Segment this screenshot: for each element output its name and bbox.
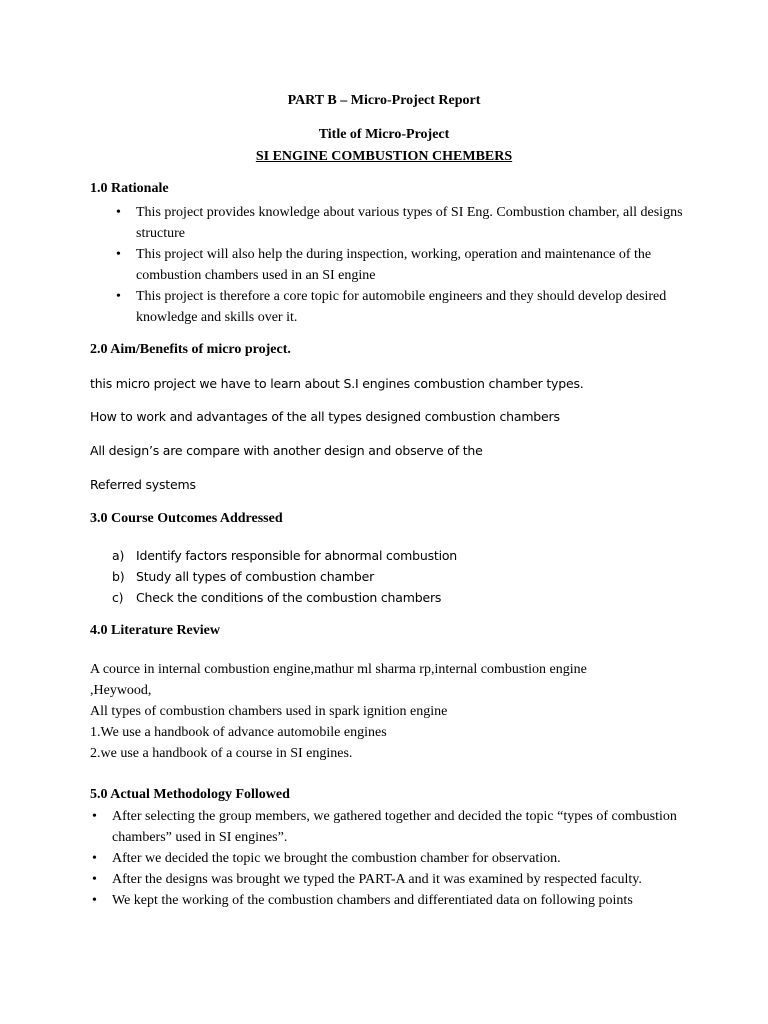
aim-line-3: All design’s are compare with another design and observe of the — [90, 443, 483, 458]
bullet-icon: • — [116, 205, 121, 220]
list-item — [92, 869, 692, 890]
list-item-text: Identify factors responsible for abnormal combustion — [136, 548, 458, 563]
list-item-text: This project is therefore a core topic for automobile engineers and they should develop desired knowledge and skills over it. — [136, 289, 667, 325]
list-item-text: After selecting the group members, we gathered together and decided the topic “types of combustion chambers” used in SI engines”. — [112, 809, 677, 845]
project-title-text: SI ENGINE COMBUSTION CHEMBERS — [255, 149, 513, 164]
bullet-icon: • — [92, 851, 97, 866]
list-item-text: After the designs was brought we typed the PART-A and it was examined by respected faculty. — [112, 872, 642, 887]
list-item — [92, 806, 692, 848]
bullet-icon: • — [92, 872, 97, 887]
list-item — [112, 566, 457, 587]
literature-line-4: 1.We use a handbook of advance automobile engines — [90, 725, 387, 740]
list-item-text: Check the conditions of the combustion chambers — [136, 590, 442, 605]
title-label: Title of Micro-Project — [318, 127, 450, 142]
list-item — [116, 286, 696, 328]
list-marker: b) — [112, 569, 125, 584]
bullet-icon: • — [116, 289, 121, 304]
list-item-text: This project provides knowledge about various types of SI Eng. Combustion chamber, all designs structure — [136, 205, 683, 241]
literature-line-1: A cource in internal combustion engine,mathur ml sharma rp,internal combustion engine — [90, 662, 587, 677]
list-item-text: This project will also help the during inspection, working, operation and maintenance of the combustion chambers used in an SI engine — [136, 247, 652, 283]
section-3-heading: 3.0 Course Outcomes Addressed — [90, 511, 283, 526]
section-5-heading: 5.0 Actual Methodology Followed — [90, 787, 290, 802]
literature-line-5: 2.we use a handbook of a course in SI engines. — [90, 746, 353, 761]
section-2-heading: 2.0 Aim/Benefits of micro project. — [90, 342, 291, 357]
list-item-text: We kept the working of the combustion chambers and differentiated data on following points — [112, 893, 633, 908]
project-title — [0, 149, 768, 165]
list-item-text: Study all types of combustion chamber — [136, 569, 375, 584]
section-4-heading: 4.0 Literature Review — [90, 623, 220, 638]
aim-line-1: this micro project we have to learn about S.I engines combustion chamber types. — [90, 376, 584, 391]
literature-line-2: ,Heywood, — [90, 683, 152, 698]
bullet-icon: • — [92, 893, 97, 908]
list-item — [116, 202, 696, 244]
part-title: PART B – Micro-Project Report — [287, 93, 481, 108]
list-item — [112, 545, 457, 566]
list-item — [92, 890, 692, 911]
list-item-text: After we decided the topic we brought the combustion chamber for observation. — [112, 851, 561, 866]
aim-line-4: Referred systems — [90, 477, 196, 492]
list-item — [116, 244, 696, 286]
methodology-list — [92, 806, 692, 911]
literature-line-3: All types of combustion chambers used in spark ignition engine — [90, 704, 448, 719]
bullet-icon: • — [116, 247, 121, 262]
section-1-heading: 1.0 Rationale — [90, 181, 169, 196]
list-item — [92, 848, 692, 869]
list-marker: c) — [112, 590, 124, 605]
aim-line-2: How to work and advantages of the all types designed combustion chambers — [90, 409, 560, 424]
rationale-list — [116, 202, 696, 328]
list-marker: a) — [112, 548, 125, 563]
bullet-icon: • — [92, 809, 97, 824]
outcomes-list — [112, 545, 457, 608]
list-item — [112, 587, 457, 608]
